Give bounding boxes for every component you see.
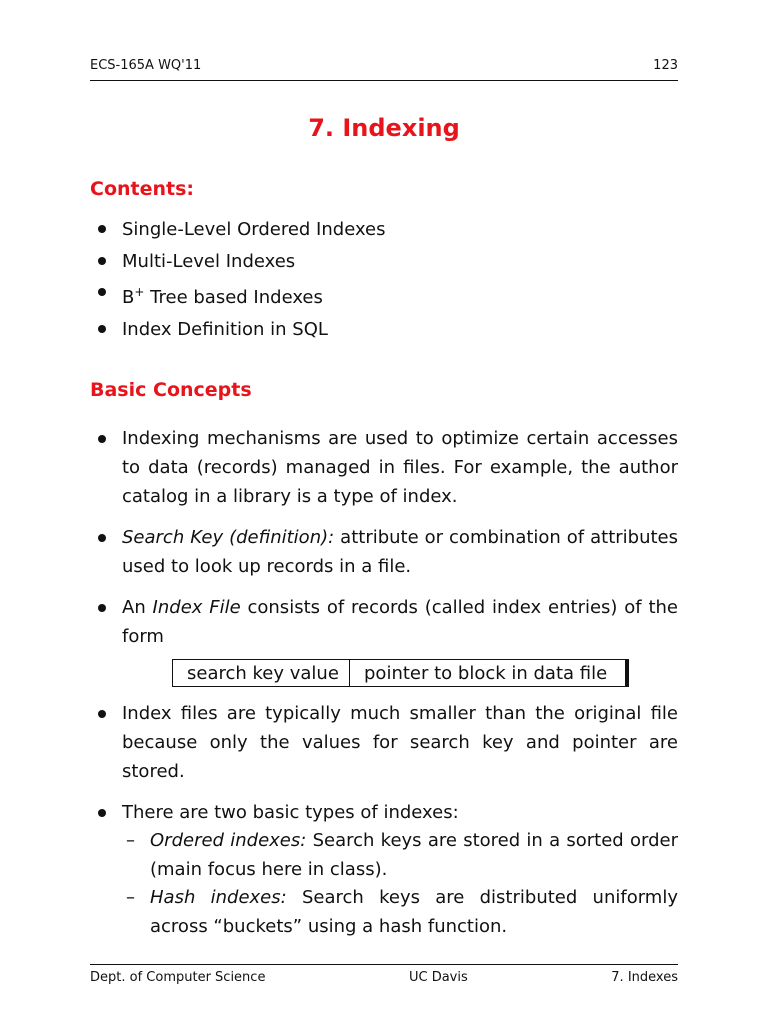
list-item: Index files are typically much smaller than the original file because only the values for search key and pointer are stored.	[90, 699, 678, 786]
index-types-list	[122, 827, 678, 941]
bullet-icon	[98, 710, 106, 718]
list-item: Single-Level Ordered Indexes	[90, 214, 678, 246]
list-item: Multi-Level Indexes	[90, 246, 678, 278]
list-item: An Index File consists of records (called index entries) of the form search key value pointer to block in data file	[90, 593, 678, 687]
sub-list-item: – Hash indexes: Search keys are distributed uniformly across “buckets” using a hash function.	[122, 884, 678, 941]
dash-icon: –	[126, 830, 135, 851]
dash-icon: –	[126, 887, 135, 908]
footer-rule	[90, 964, 678, 965]
list-item: Search Key (definition): attribute or combination of attributes used to look up records in a file.	[90, 523, 678, 581]
index-entry-diagram	[172, 659, 626, 687]
list-item: B+ Tree based Indexes	[90, 277, 678, 314]
bullet-icon	[98, 604, 106, 612]
bullet-icon	[98, 225, 106, 233]
footer-department: Dept. of Computer Science	[90, 970, 266, 985]
bullet-icon	[98, 325, 106, 333]
footer-university: UC Davis	[408, 970, 468, 985]
pointer-cell: pointer to block in data file	[364, 662, 608, 684]
sub-list-item: – Ordered indexes: Search keys are stored in a sorted order (main focus here in class).	[122, 827, 678, 884]
list-item: Indexing mechanisms are used to optimize certain accesses to data (records) managed in files. For example, the author catalog in a library is a type of index.	[90, 424, 678, 511]
bullet-icon	[98, 809, 106, 817]
contents-list	[90, 214, 678, 345]
search-key-cell: search key value	[173, 660, 350, 686]
running-footer	[90, 970, 678, 985]
header-rule	[90, 80, 678, 81]
page-number: 123	[653, 58, 678, 73]
bullet-icon	[98, 435, 106, 443]
bullet-icon	[98, 288, 106, 296]
basic-concepts-list	[90, 424, 678, 953]
list-item: Index Definition in SQL	[90, 314, 678, 346]
bullet-icon	[98, 534, 106, 542]
page-title: 7. Indexing	[308, 114, 460, 142]
contents-heading: Contents:	[90, 178, 195, 200]
basic-concepts-heading: Basic Concepts	[90, 379, 252, 401]
list-item: There are two basic types of indexes: – Ordered indexes: Search keys are stored in a sorted order (main focus here in class). – Hash indexes: Search keys are distributed uniformly across “buckets” using a hash function.	[90, 798, 678, 941]
bullet-icon	[98, 257, 106, 265]
course-label: ECS-165A WQ'11	[90, 58, 202, 73]
footer-chapter: 7. Indexes	[611, 970, 678, 985]
running-header	[90, 58, 678, 73]
